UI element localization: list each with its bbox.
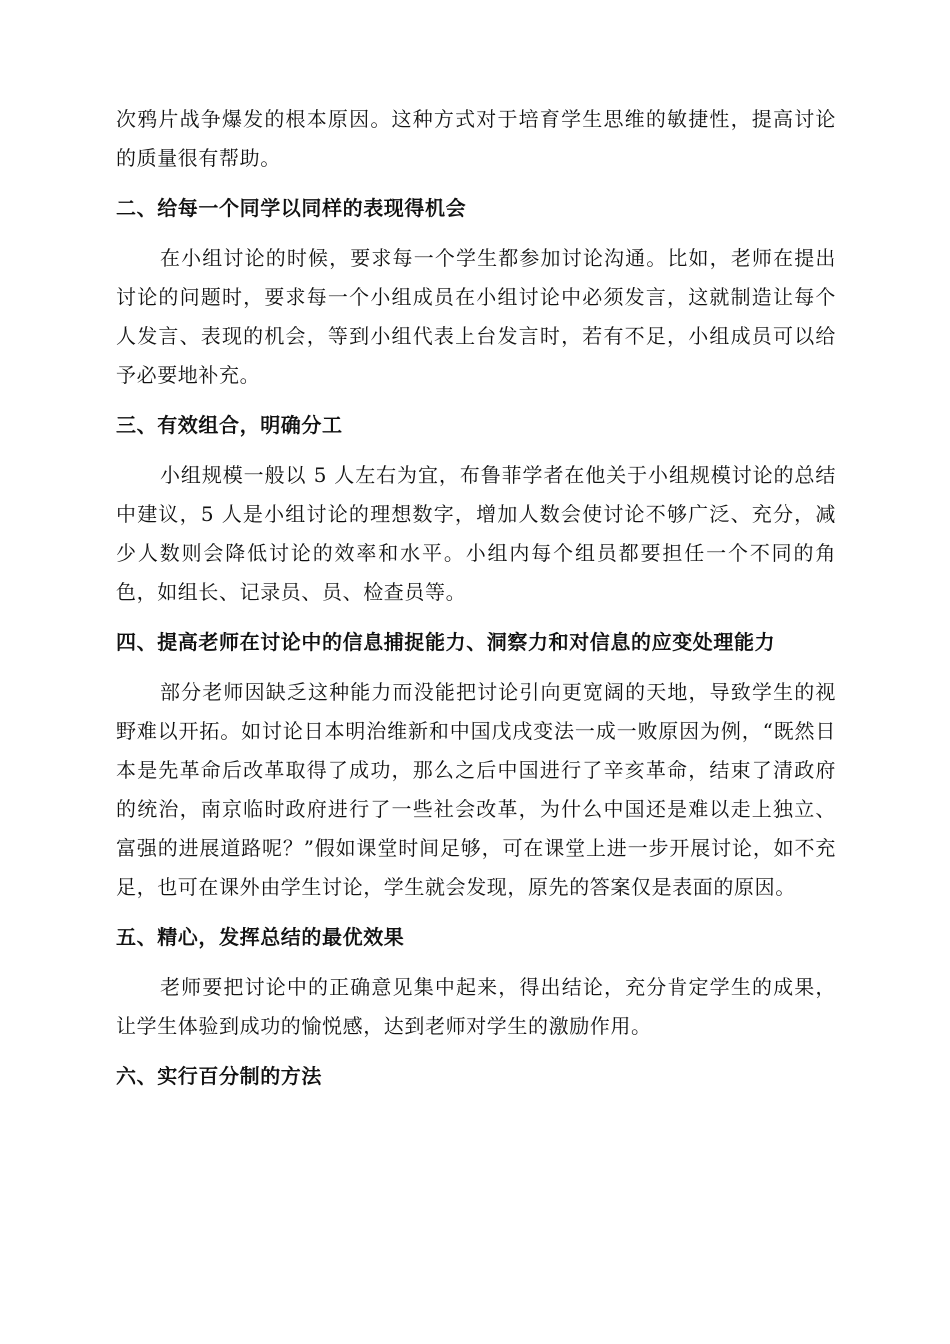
section-heading-2: 二、给每一个同学以同样的表现得机会 xyxy=(116,196,467,220)
section-heading-4: 四、提高老师在讨论中的信息捕捉能力、洞察力和对信息的应变处理能力 xyxy=(116,630,776,654)
paragraph-section-3: 小组规模一般以 5 人左右为宜，布鲁菲学者在他关于小组规模讨论的总结中建议，5 人是小组讨论的理想数字，增加人数会使讨论不够广泛、充分，减少人数则会降低讨论的效率和水平。小组内每个组员都要担任一个不同的角色，如组长、记录员、员、检查员等。 xyxy=(116,463,836,604)
paragraph-section-4: 部分老师因缺乏这种能力而没能把讨论引向更宽阔的天地，导致学生的视野难以开拓。如讨论日本明治维新和中国戊戌变法一成一败原因为例，“既然日本是先革命后改革取得了成功，那么之后中国进行了辛亥革命，结束了清政府的统治，南京临时政府进行了一些社会改革，为什么中国还是难以走上独立、富强的进展道路呢？”假如课堂时间足够，可在课堂上进一步开展讨论，如不充足，也可在课外由学生讨论，学生就会发现，原先的答案仅是表面的原因。 xyxy=(116,680,836,899)
section-heading-3: 三、有效组合，明确分工 xyxy=(116,413,343,437)
section-heading-5: 五、精心，发挥总结的最优效果 xyxy=(116,925,405,949)
section-heading-6: 六、实行百分制的方法 xyxy=(116,1064,322,1088)
paragraph-continuation: 次鸦片战争爆发的根本原因。这种方式对于培育学生思维的敏捷性，提高讨论的质量很有帮助。 xyxy=(116,107,836,170)
paragraph-section-2: 在小组讨论的时候，要求每一个学生都参加讨论沟通。比如，老师在提出讨论的问题时，要求每一个小组成员在小组讨论中必须发言，这就制造让每个人发言、表现的机会，等到小组代表上台发言时，若有不足，小组成员可以给予必要地补充。 xyxy=(116,246,836,387)
document-page xyxy=(116,100,836,1107)
paragraph-section-5: 老师要把讨论中的正确意见集中起来，得出结论，充分肯定学生的成果，让学生体验到成功的愉悦感，达到老师对学生的激励作用。 xyxy=(116,975,836,1038)
